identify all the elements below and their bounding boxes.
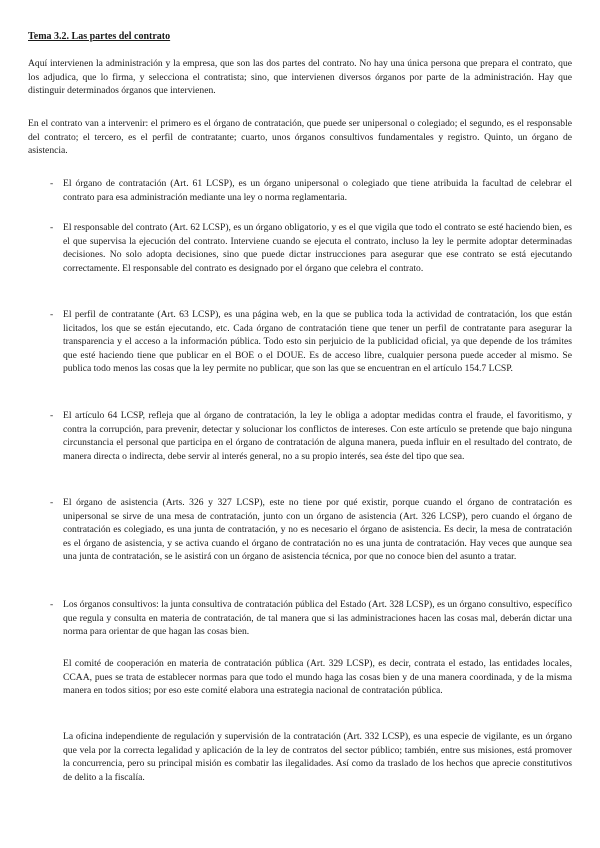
bullet-dash: - bbox=[50, 410, 54, 421]
bullet-dash: - bbox=[50, 497, 54, 508]
list-item-text: El perfil de contratante (Art. 63 LCSP), es una página web, en la que se publica toda la actividad de contratación, los que están licitados, los que se están ejecutando, etc. Cada órgano de contratación tiene que tener un perfil de contratante para asegurar la transparencia y el acceso a la información pública. Todo esto sin perjuicio de la publicidad oficial, ya que depende de los trámites que esté haciendo tiene que publicar en el BOE o el DOUE. Es de acceso libre, cualquier persona puede acceder al mismo. Se publica todo menos las cosas que la ley permite no publicar, que son las que se encuentran en el artículo 154.7 LCSP. bbox=[63, 309, 572, 375]
list-item-text: El órgano de asistencia (Arts. 326 y 327 LCSP), este no tiene por qué existir, porque cuando el órgano de contratación es unipersonal se sirve de una mesa de contratación, junto con un órgano de asistencia (Art. 326 LCSP), pero cuando el órgano de contratación es colegiado, es una junta de contratación, y no es necesario el órgano de asistencia. Es decir, la mesa de contratación es el órgano de asistencia, y se activa cuando el órgano de contratación no es una junta de contratación. Hay veces que aunque sea una junta de contratación, se le asistirá con un órgano de asistencia técnica, por que no conoce bien del asunto a tratar. bbox=[63, 497, 572, 563]
bullet-dash: - bbox=[50, 599, 54, 610]
summary-paragraph: En el contrato van a intervenir: el primero es el órgano de contratación, que puede ser unipersonal o colegiado; el segundo, es el responsable del contrato; el tercero, es el perfil de contratante; cuarto, unos órganos consultivos fundamentales y registro. Quinto, un órgano de asistencia. bbox=[28, 118, 572, 157]
document-title: Tema 3.2. Las partes del contrato bbox=[28, 31, 171, 42]
list-item-text: Los órganos consultivos: la junta consultiva de contratación pública del Estado (Art. 328 LCSP), es un órgano consultivo, específico que regula y consulta en materia de contratación, de tal manera que si las administraciones hacen las cosas mal, deberán dictar una norma para orientar de que hagan las cosas bien. bbox=[63, 599, 572, 638]
bullet-dash: - bbox=[50, 309, 54, 320]
list-item-text: El responsable del contrato (Art. 62 LCSP), es un órgano obligatorio, y es el que vigila que todo el contrato se esté haciendo bien, es el que supervisa la ejecución del contrato. Interviene cuando se ejecuta el contrato, incluso la ley le permite adoptar determinadas decisiones. No solo adopta decisiones, sino que puede dictar instrucciones para asegurar que ese contrato se está ejecutando correctamente. El responsable del contrato es designado por el órgano que celebra el contrato. bbox=[63, 222, 572, 274]
sub-paragraph-comite-cooperacion: El comité de cooperación en materia de contratación pública (Art. 329 LCSP), es decir, contrata el estado, las entidades locales, CCAA, pues se trata de establecer normas para que todo el mundo haga las cosas bien y de una manera coordinada, y de la misma manera en todos sitios; por eso este comité elabora una estrategia nacional de contratación pública. bbox=[63, 658, 572, 697]
list-item-text: El órgano de contratación (Art. 61 LCSP), es un órgano unipersonal o colegiado que tiene atribuida la facultad de celebrar el contrato para esa administración mediante una ley o norma reglamentaria. bbox=[63, 178, 572, 203]
sub-paragraph-oficina-independiente: La oficina independiente de regulación y supervisión de la contratación (Art. 332 LCSP), es una especie de vigilante, es un órgano que vela por la correcta legalidad y aplicación de la ley de contratos del sector público; también, entre sus misiones, está promover la concurrencia, pero su principal misión es combatir las ilegalidades. Así como da traslado de los hechos que aprecie constitutivos de delito a la fiscalía. bbox=[63, 731, 572, 783]
intro-paragraph: Aquí intervienen la administración y la empresa, que son las dos partes del contrato. No hay una única persona que prepara el contrato, que los adjudica, que lo firma, y selecciona el contratista; sino, que intervienen diversos órganos por parte de la administración. Hay que distinguir determinados órganos que intervienen. bbox=[28, 58, 572, 97]
list-item-text: El artículo 64 LCSP, refleja que al órgano de contratación, la ley le obliga a adoptar medidas contra el fraude, el favoritismo, y contra la corrupción, para prevenir, detectar y solucionar los conflictos de intereses. Con este artículo se pretende que bajo ninguna circunstancia el personal que participa en el órgano de contratación de alguna manera, pueda influir en el resultado del contrato, de manera directa o indirecta, debe servir al interés general, no a su propio interés, sea éste del tipo que sea. bbox=[63, 410, 572, 462]
bullet-dash: - bbox=[50, 222, 54, 233]
bullet-dash: - bbox=[50, 178, 54, 189]
